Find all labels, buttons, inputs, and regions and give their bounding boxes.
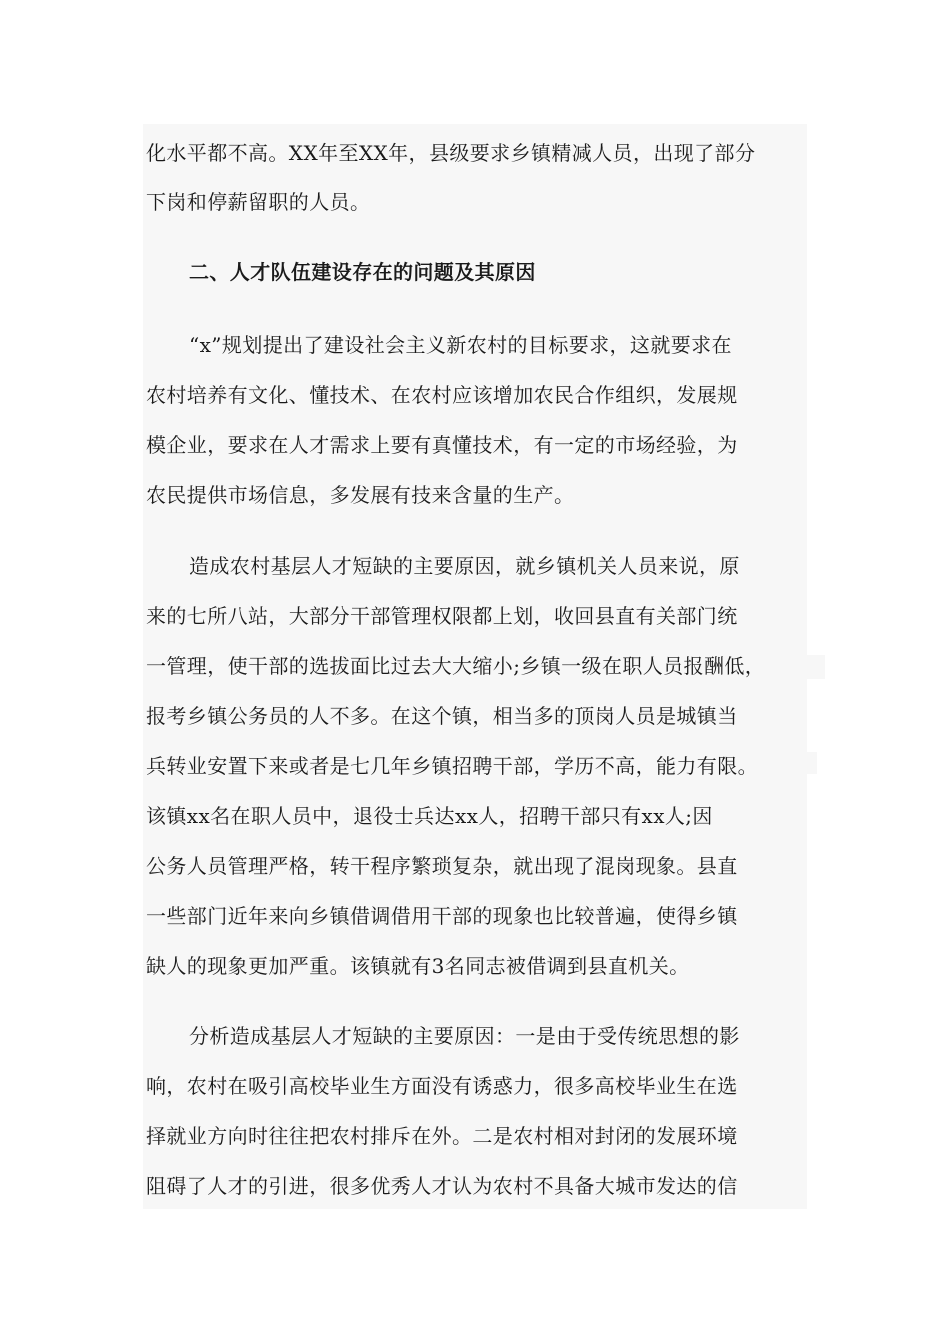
text-line-14: 公务人员管理严格，转干程序繁琐复杂，就出现了混岗现象。县直: [146, 854, 738, 878]
right-edge-shade-2: [807, 752, 817, 774]
text-line-16: 缺人的现象更加严重。该镇就有3名同志被借调到县直机关。: [146, 954, 690, 978]
text-line-11: 报考乡镇公务员的人不多。在这个镇，相当多的顶岗人员是城镇当: [146, 704, 738, 728]
text-line-7: 农民提供市场信息，多发展有技来含量的生产。: [146, 483, 575, 507]
text-line-10: 一管理，使干部的选拔面比过去大大缩小;乡镇一级在职人员报酬低，: [146, 654, 766, 678]
text-line-6: 模企业，要求在人才需求上要有真懂技术，有一定的市场经验，为: [146, 433, 738, 457]
text-line-12: 兵转业安置下来或者是七几年乡镇招聘干部，学历不高，能力有限。: [146, 754, 758, 778]
text-line-19: 择就业方向时往往把农村排斥在外。二是农村相对封闭的发展环境: [146, 1124, 738, 1148]
text-line-1: 化水平都不高。XX年至XX年，县级要求乡镇精减人员，出现了部分: [146, 141, 756, 165]
text-line-5: 农村培养有文化、懂技术、在农村应该增加农民合作组织，发展规: [146, 383, 738, 407]
text-line-18: 响，农村在吸引高校毕业生方面没有诱惑力，很多高校毕业生在选: [146, 1074, 738, 1098]
text-line-9: 来的七所八站，大部分干部管理权限都上划，收回县直有关部门统: [146, 604, 738, 628]
text-line-4: “x”规划提出了建设社会主义新农村的目标要求，这就要求在: [189, 333, 732, 357]
right-edge-shade: [807, 655, 825, 679]
text-line-13: 该镇xx名在职人员中，退役士兵达xx人，招聘干部只有xx人;因: [146, 804, 713, 828]
text-line-15: 一些部门近年来向乡镇借调借用干部的现象也比较普遍，使得乡镇: [146, 904, 738, 928]
text-line-20: 阻碍了人才的引进，很多优秀人才认为农村不具备大城市发达的信: [146, 1174, 738, 1198]
section-heading: 二、人才队伍建设存在的问题及其原因: [189, 260, 536, 284]
text-line-8: 造成农村基层人才短缺的主要原因，就乡镇机关人员来说，原: [189, 554, 740, 578]
text-line-2: 下岗和停薪留职的人员。: [146, 190, 371, 214]
text-line-17: 分析造成基层人才短缺的主要原因：一是由于受传统思想的影: [189, 1024, 740, 1048]
